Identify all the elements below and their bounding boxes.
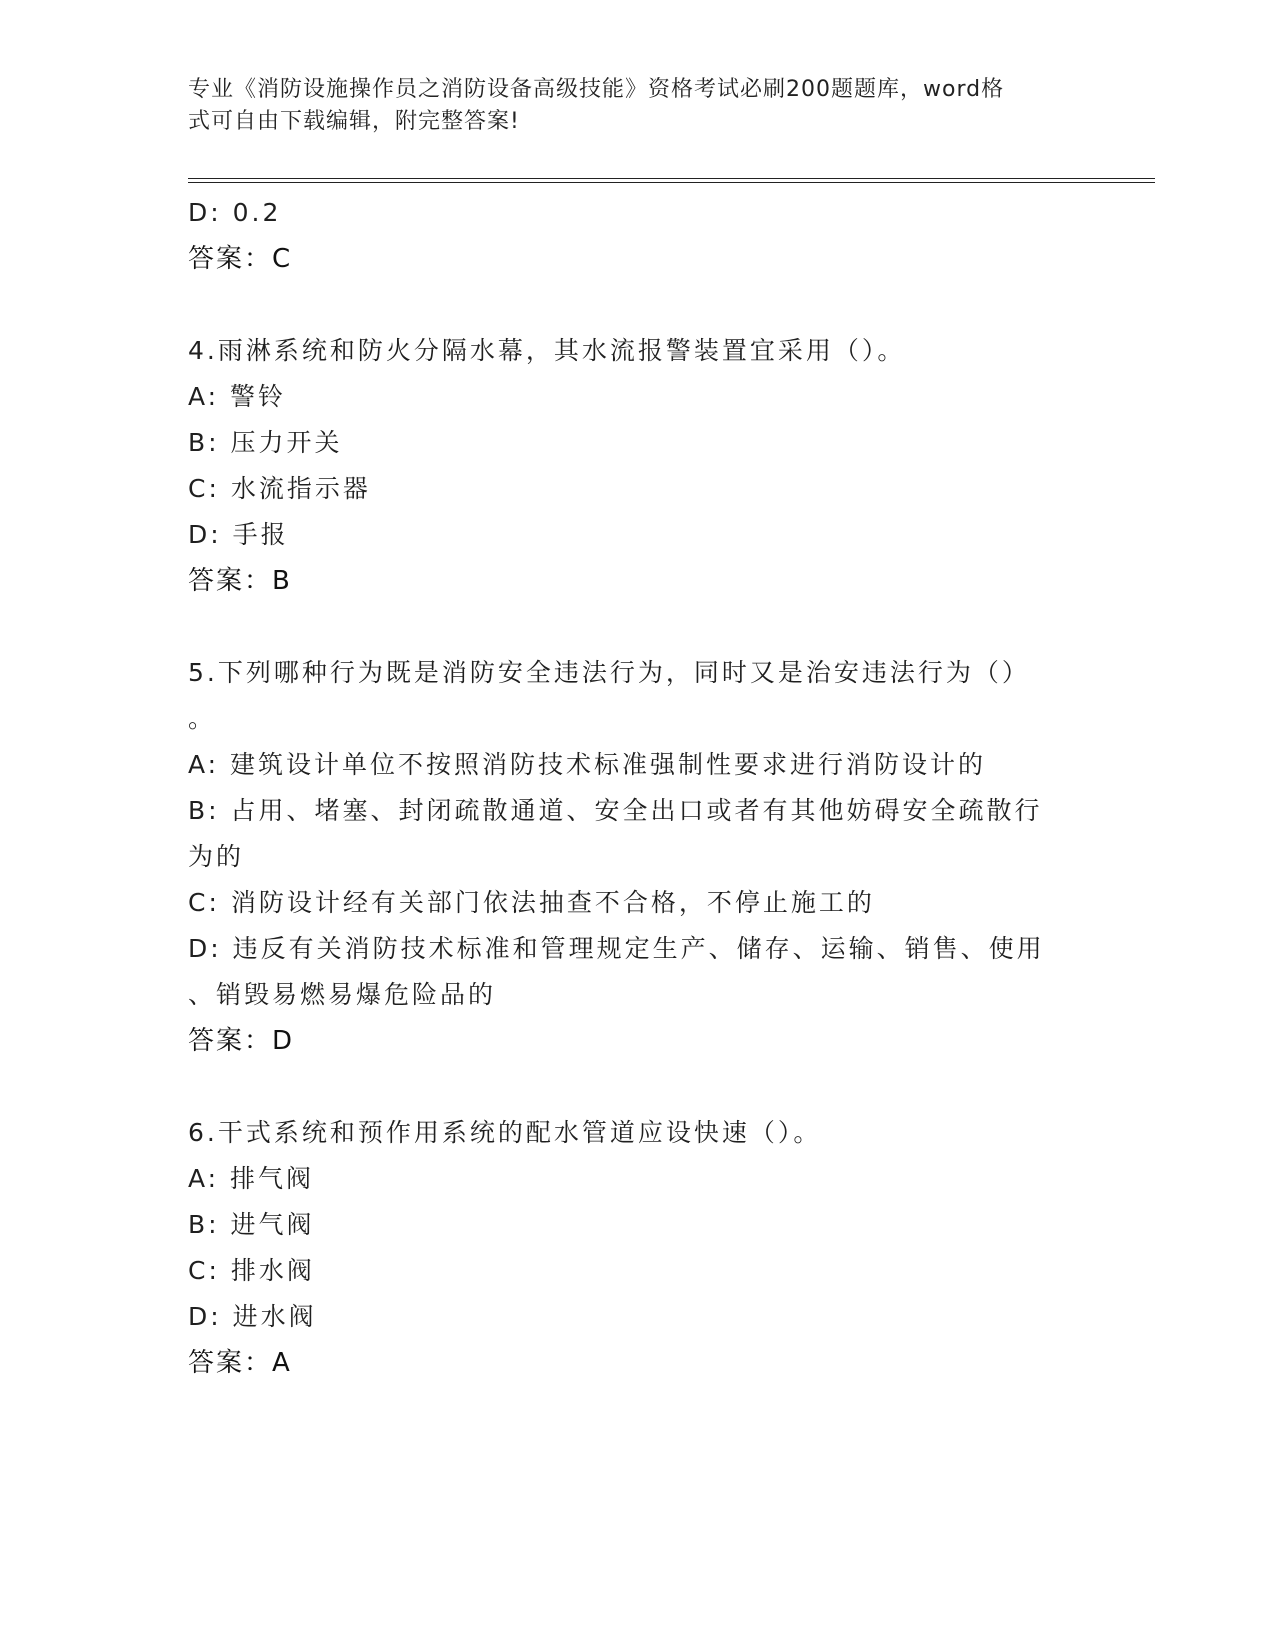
header-line-1: 专业《消防设施操作员之消防设备高级技能》资格考试必刷200题题库，word格 (188, 77, 1005, 102)
spacer (188, 604, 1088, 650)
spacer (188, 1064, 1088, 1110)
spacer (188, 282, 1088, 328)
q4-option-a: A: 警铃 (188, 382, 287, 411)
q3-answer: 答案：C (188, 244, 293, 274)
q6-option-b: B: 进气阀 (188, 1210, 315, 1239)
q5-question-text: 5.下列哪种行为既是消防安全违法行为，同时又是治安违法行为（） (188, 658, 1030, 687)
question-5 (188, 650, 1088, 1064)
q5-option-b-cont: 为的 (188, 842, 245, 871)
q4-answer: 答案：B (188, 566, 292, 596)
q5-option-b: B: 占用、堵塞、封闭疏散通道、安全出口或者有其他妨碍安全疏散行 (188, 796, 1043, 825)
q5-option-a: A: 建筑设计单位不按照消防技术标准强制性要求进行消防设计的 (188, 750, 987, 779)
question-3-tail (188, 190, 1088, 282)
q5-option-d: D: 违反有关消防技术标准和管理规定生产、储存、运输、销售、使用 (188, 934, 1045, 963)
header-divider (188, 178, 1155, 183)
question-4 (188, 328, 1088, 604)
question-list (188, 190, 1088, 1386)
q6-question-text: 6.干式系统和预作用系统的配水管道应设快速（）。 (188, 1118, 822, 1147)
q4-option-b: B: 压力开关 (188, 428, 343, 457)
q5-answer: 答案：D (188, 1026, 295, 1056)
document-header (188, 74, 1088, 138)
q6-answer: 答案：A (188, 1348, 292, 1378)
q4-question-text: 4.雨淋系统和防火分隔水幕，其水流报警装置宜采用（）。 (188, 336, 906, 365)
question-6 (188, 1110, 1088, 1386)
q5-option-c: C: 消防设计经有关部门依法抽查不合格，不停止施工的 (188, 888, 875, 917)
q4-option-d: D: 手报 (188, 520, 289, 549)
q6-option-c: C: 排水阀 (188, 1256, 315, 1285)
q5-option-d-cont: 、销毁易燃易爆危险品的 (188, 980, 497, 1009)
header-line-2: 式可自由下载编辑，附完整答案! (188, 109, 520, 134)
q3-option-d: D: 0.2 (188, 198, 282, 227)
q6-option-a: A: 排气阀 (188, 1164, 315, 1193)
q6-option-d: D: 进水阀 (188, 1302, 317, 1331)
q4-option-c: C: 水流指示器 (188, 474, 371, 503)
q5-question-text-cont: 。 (188, 704, 217, 733)
